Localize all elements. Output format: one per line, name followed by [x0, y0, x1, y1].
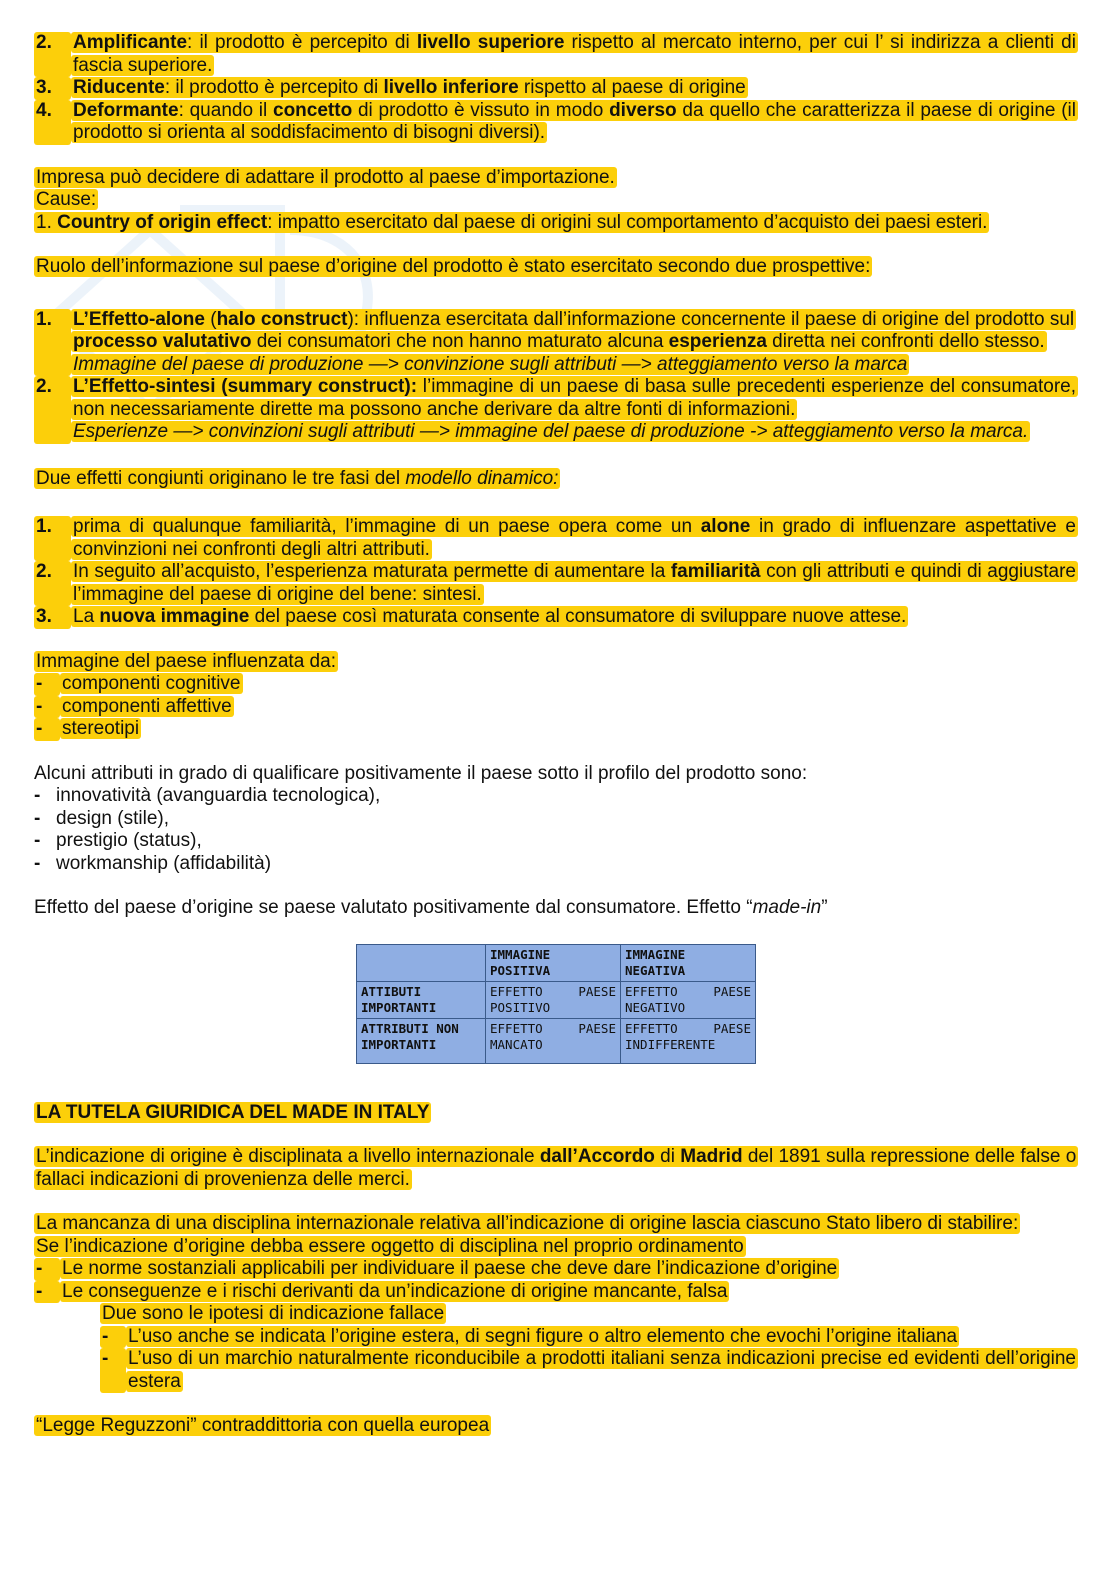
text: prestigio (status),	[56, 830, 202, 851]
text: diretta nei confronti dello stesso.	[766, 331, 1045, 352]
italic-text: made-in	[752, 897, 822, 918]
text: ): influenza esercitata dall’informazione concernente il paese di origine del prodotto sul	[347, 308, 1075, 330]
list-item	[34, 516, 1078, 561]
list-item	[34, 830, 1078, 853]
text: Due effetti congiunti originano le tre fasi del	[36, 467, 406, 489]
text: rispetto al mercato interno, per cui l’ si indirizza a clienti di fascia superiore.	[73, 32, 1076, 76]
text: workmanship (affidabilità)	[56, 852, 272, 874]
tutela-p1	[34, 1146, 1078, 1191]
text: Le conseguenze e i rischi derivanti da un’indicazione di origine mancante, falsa	[62, 1280, 728, 1302]
dash-bullet: -	[34, 696, 60, 719]
list-item	[34, 718, 1078, 741]
bold-text: livello inferiore	[383, 77, 519, 98]
text: Effetto del paese d’origine se paese valutato positivamente dal consumatore. Effetto “	[34, 897, 753, 918]
table-cell	[621, 1018, 756, 1063]
text: componenti affettive	[62, 695, 232, 717]
bold-text: nuova immagine	[99, 606, 250, 627]
cell-text: EFFETTO	[490, 983, 543, 999]
text: di prodotto è vissuto in modo	[352, 99, 610, 121]
text: Immagine del paese influenzata da:	[36, 650, 336, 672]
bold-text: Madrid	[680, 1146, 743, 1167]
cell-text: EFFETTO	[625, 1020, 678, 1036]
term-riducente: Riducente	[73, 77, 165, 98]
bold-text: familiarità	[670, 561, 761, 582]
item-number: 3.	[34, 606, 71, 629]
dash-bullet: -	[100, 1348, 126, 1393]
list-item	[34, 1326, 1078, 1349]
item-number: 1.	[34, 516, 71, 561]
text: con gli attributi e quindi di aggiustare l’immagine del paese di origine del bene: sintesi.	[73, 561, 1076, 605]
italic-chain: Immagine del paese di produzione —> convinzione sugli attributi —> atteggiamento verso la marca	[73, 353, 908, 375]
text: di	[654, 1146, 681, 1167]
list-item	[34, 808, 1078, 831]
table-cell	[486, 1018, 621, 1063]
attributi-section	[34, 763, 1078, 876]
text: : il prodotto è percepito di	[187, 32, 417, 53]
bold-text: dall’Accordo	[539, 1146, 655, 1167]
text: del 1891 sulla repressione delle false o fallaci indicazioni di provenienza delle merci.	[36, 1146, 1077, 1190]
term-effetto-sintesi: L’Effetto-sintesi (summary construct):	[73, 376, 418, 397]
bold-text: alone	[700, 516, 751, 537]
dash-bullet: -	[34, 785, 41, 806]
bold-text: esperienza	[668, 331, 767, 352]
text: componenti cognitive	[62, 673, 241, 694]
text: Le norme sostanziali applicabili per individuare il paese che deve dare l’indicazione d’origine	[62, 1258, 838, 1279]
country-effect-table	[356, 944, 756, 1064]
tutela-p2	[34, 1213, 1078, 1393]
text: Se l’indicazione d’origine debba essere oggetto di disciplina nel proprio ordinamento	[36, 1235, 744, 1257]
list-item	[34, 606, 1078, 629]
text: del paese così maturata consente al consumatore di sviluppare nuove attese.	[249, 606, 907, 627]
text: stereotipi	[62, 718, 140, 739]
text: : il prodotto è percepito di	[164, 77, 384, 98]
text: l’immagine di un paese di basa sulle precedenti esperienze del consumatore, non necessariamente dirette ma possono anche derivare da altre fonti di informazioni.	[73, 376, 1076, 420]
table-wrapper	[34, 944, 1078, 1064]
table-cell	[357, 944, 486, 981]
fasi-list	[34, 516, 1078, 629]
text: : quando il	[178, 99, 273, 121]
cell-text: PAESE	[578, 983, 616, 999]
term-country-of-origin: Country of origin effect	[57, 211, 268, 233]
item-number: 3.	[34, 77, 71, 100]
text: Cause:	[36, 189, 97, 210]
section-heading: LA TUTELA GIURIDICA DEL MADE IN ITALY	[36, 1101, 430, 1123]
dash-bullet: -	[34, 1281, 60, 1304]
ruolo-paragraph	[34, 256, 1078, 279]
text: L’uso anche se indicata l’origine estera, di segni figure o altro elemento che evochi l’origine italiana	[128, 1325, 958, 1347]
due-effetti-paragraph	[34, 468, 1078, 491]
cell-text: POSITIVO	[490, 999, 551, 1015]
list-item	[34, 696, 1078, 719]
table-row	[357, 981, 756, 1018]
text: ”	[821, 897, 828, 918]
text: (	[204, 308, 217, 330]
item-number: 2.	[34, 32, 71, 77]
bold-text: diverso	[609, 99, 677, 121]
text: L’indicazione di origine è disciplinata a livello internazionale	[36, 1146, 540, 1167]
term-deformante: Deformante	[73, 99, 179, 121]
dash-bullet: -	[34, 1258, 60, 1281]
text: dei consumatori che non hanno maturato alcuna	[251, 331, 669, 352]
table-cell	[486, 981, 621, 1018]
table-cell	[621, 981, 756, 1018]
dash-bullet: -	[34, 830, 41, 851]
list-item	[34, 376, 1078, 444]
text: Impresa può decidere di adattare il prodotto al paese d’importazione.	[36, 166, 615, 188]
cell-text: INDIFFERENTE	[625, 1036, 716, 1052]
list-item	[34, 673, 1078, 696]
text: prima di qualunque familiarità, l’immagine di un paese opera come un	[73, 516, 701, 537]
impresa-paragraph	[34, 167, 1078, 235]
dash-bullet: -	[100, 1326, 126, 1349]
dash-bullet: -	[34, 807, 41, 829]
list-item	[34, 1281, 1078, 1304]
cell-text: PAESE	[713, 983, 751, 999]
bold-text: livello superiore	[416, 32, 565, 53]
item-number: 4.	[34, 100, 71, 145]
list-item	[34, 1348, 1078, 1393]
cell-text: PAESE	[713, 1020, 751, 1036]
italic-chain: Esperienze —> convinzioni sugli attributi —> immagine del paese di produzione -> atteggiamento verso la marca.	[73, 421, 1029, 442]
cell-text: EFFETTO	[625, 983, 678, 999]
italic-text: modello dinamico:	[405, 467, 559, 489]
text: L’uso di un marchio naturalmente riconducibile a prodotti italiani senza indicazioni precise ed evidenti dell’origine estera	[128, 1348, 1076, 1392]
bold-text: halo construct	[216, 308, 348, 330]
dash-bullet: -	[34, 673, 60, 696]
text: design (stile),	[56, 807, 169, 829]
text: rispetto al paese di origine	[518, 77, 746, 98]
table-row	[357, 944, 756, 981]
row-label: ATTRIBUTI NON IMPORTANTI	[357, 1018, 486, 1063]
list-item	[34, 100, 1078, 145]
cell-text: MANCATO	[490, 1036, 543, 1052]
text: Alcuni attributi in grado di qualificare positivamente il paese sotto il profilo del prodotto sono:	[34, 762, 808, 784]
text: innovatività (avanguardia tecnologica),	[56, 785, 381, 806]
list-item	[34, 1258, 1078, 1281]
effetti-list	[34, 309, 1078, 444]
list-item	[34, 309, 1078, 377]
header-negative: IMMAGINE NEGATIVA	[621, 944, 756, 981]
effetto-made-in	[34, 897, 1078, 920]
tutela-heading-block	[34, 1102, 1078, 1125]
bold-text: concetto	[273, 99, 353, 121]
row-label: ATTIBUTI IMPORTANTI	[357, 981, 486, 1018]
text: Ruolo dell’informazione sul paese d’origine del prodotto è stato esercitato secondo due prospettive:	[36, 256, 871, 277]
text: La	[73, 606, 100, 627]
text: in grado di influenzare aspettative e convinzioni nei confronti degli altri attributi.	[73, 516, 1076, 560]
cell-text: NEGATIVO	[625, 999, 686, 1015]
item-number: 2.	[34, 376, 71, 444]
term-effetto-alone: L’Effetto-alone	[73, 308, 205, 330]
text: da quello che caratterizza il paese di origine (il prodotto si orienta al soddisfacimento di bisogni diversi).	[73, 99, 1077, 143]
text: La mancanza di una disciplina internazionale relativa all’indicazione di origine lascia ciascuno Stato libero di stabilire:	[36, 1213, 1019, 1234]
dash-bullet: -	[34, 852, 41, 874]
bold-text: processo valutativo	[73, 331, 252, 352]
cell-text: EFFETTO	[490, 1020, 543, 1036]
list-item	[34, 853, 1078, 876]
product-perception-list	[34, 32, 1078, 145]
immagine-section	[34, 651, 1078, 741]
table-row	[357, 1018, 756, 1063]
text: In seguito all’acquisto, l’esperienza maturata permette di aumentare la	[73, 561, 671, 582]
text: 1.	[36, 211, 58, 233]
document-page	[34, 32, 1078, 1460]
list-item	[34, 32, 1078, 77]
item-number: 1.	[34, 309, 71, 377]
item-number: 2.	[34, 561, 71, 606]
text: Due sono le ipotesi di indicazione fallace	[102, 1303, 445, 1324]
list-item	[34, 77, 1078, 100]
term-amplificante: Amplificante	[73, 32, 188, 53]
list-item	[34, 785, 1078, 808]
cell-text: PAESE	[578, 1020, 616, 1036]
header-positive: IMMAGINE POSITIVA	[486, 944, 621, 981]
dash-bullet: -	[34, 718, 60, 741]
legge-reguzzoni	[34, 1415, 1078, 1438]
list-item	[34, 561, 1078, 606]
text: “Legge Reguzzoni” contraddittoria con quella europea	[36, 1415, 490, 1436]
text: : impatto esercitato dal paese di origini sul comportamento d’acquisto dei paesi esteri.	[267, 211, 988, 233]
